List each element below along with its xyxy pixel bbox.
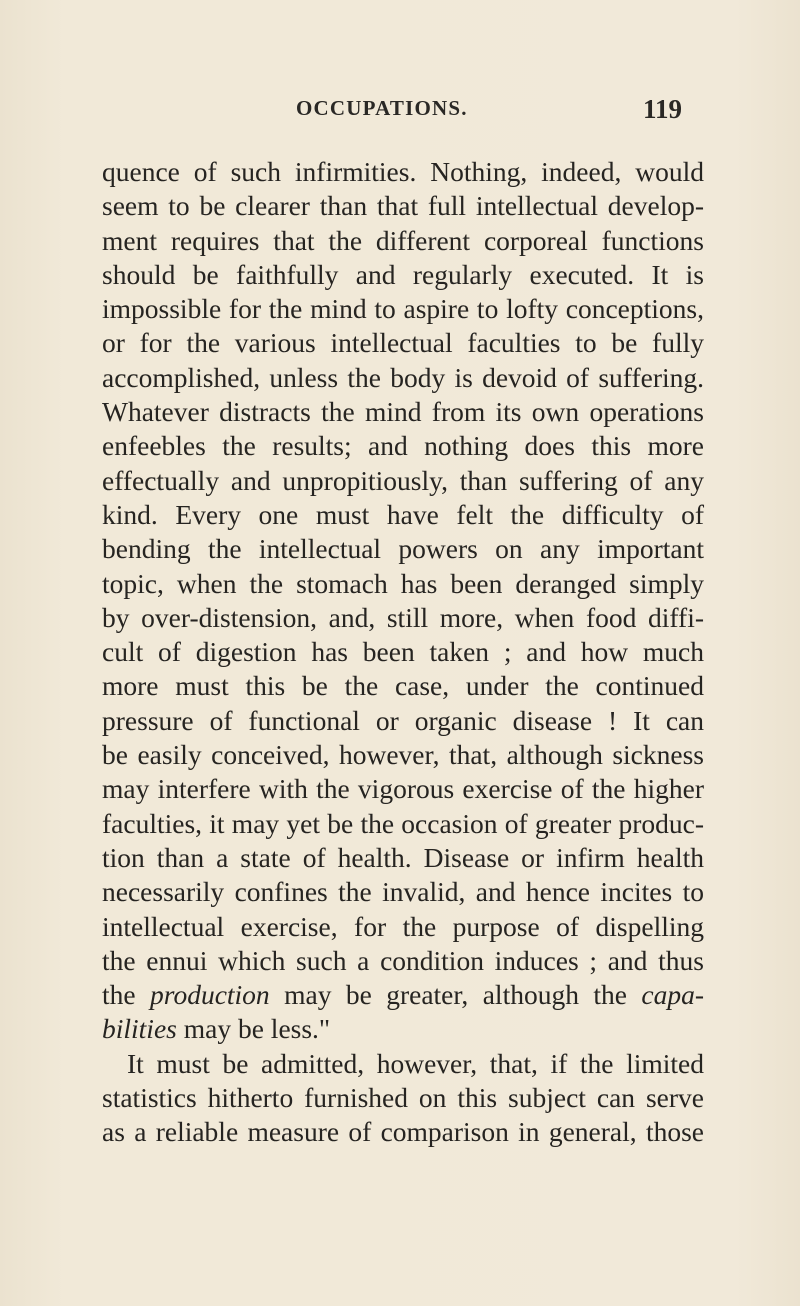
- text-line: seem to be clearer than that full intellectual develop-: [102, 190, 704, 222]
- text-line: Whatever distracts the mind from its own operations: [102, 396, 704, 428]
- text-line: ment requires that the different corporeal functions: [102, 224, 704, 256]
- text-line: necessarily confines the invalid, and hence incites to: [102, 876, 704, 908]
- text-line: [102, 978, 704, 1012]
- text-run: the: [102, 979, 151, 1011]
- text-line: as a reliable measure of comparison in general, those: [102, 1116, 704, 1148]
- text-line: [102, 1012, 704, 1046]
- text-line: kind. Every one must have felt the difficulty of: [102, 498, 704, 530]
- running-head: [0, 96, 800, 126]
- body-text: [102, 155, 704, 1150]
- italic-text: capa-: [641, 979, 704, 1011]
- page-number: 119: [643, 94, 683, 124]
- paragraph-first-line: It must be admitted, however, that, if the limited: [127, 1047, 704, 1079]
- text-line: should be faithfully and regularly executed. It is: [102, 258, 704, 290]
- text-line: by over-distension, and, still more, when food diffi-: [102, 601, 704, 633]
- running-head-title: OCCUPATIONS.: [296, 96, 468, 120]
- text-line: be easily conceived, however, that, although sickness: [102, 739, 704, 771]
- text-line: more must this be the case, under the continued: [102, 670, 704, 702]
- text-line: topic, when the stomach has been deranged simply: [102, 567, 704, 599]
- text-line: the ennui which such a condition induces ; and thus: [102, 944, 704, 976]
- italic-text: bilities: [102, 1013, 177, 1045]
- text-line: enfeebles the results; and nothing does this more: [102, 430, 704, 462]
- text-line: accomplished, unless the body is devoid of suffering.: [102, 361, 704, 393]
- text-line: may interfere with the vigorous exercise of the higher: [102, 773, 704, 805]
- text-line: faculties, it may yet be the occasion of greater produc-: [102, 807, 704, 839]
- text-line: quence of such infirmities. Nothing, indeed, would: [102, 156, 704, 187]
- text-line: impossible for the mind to aspire to lofty conceptions,: [102, 293, 704, 325]
- text-line: statistics hitherto furnished on this subject can serve: [102, 1082, 704, 1114]
- text-line: bending the intellectual powers on any important: [102, 533, 704, 565]
- text-run: may be less.": [176, 1013, 331, 1045]
- text-line: pressure of functional or organic disease ! It can: [102, 704, 704, 736]
- text-line: tion than a state of health. Disease or infirm health: [102, 841, 704, 873]
- text-line: effectually and unpropitiously, than suffering of any: [102, 464, 704, 496]
- text-line: cult of digestion has been taken ; and how much: [102, 636, 704, 668]
- text-line: or for the various intellectual faculties to be fully: [102, 327, 704, 359]
- text-run: may be greater, although the: [269, 979, 642, 1011]
- text-line: intellectual exercise, for the purpose of dispelling: [102, 910, 704, 942]
- italic-text: production: [150, 979, 270, 1011]
